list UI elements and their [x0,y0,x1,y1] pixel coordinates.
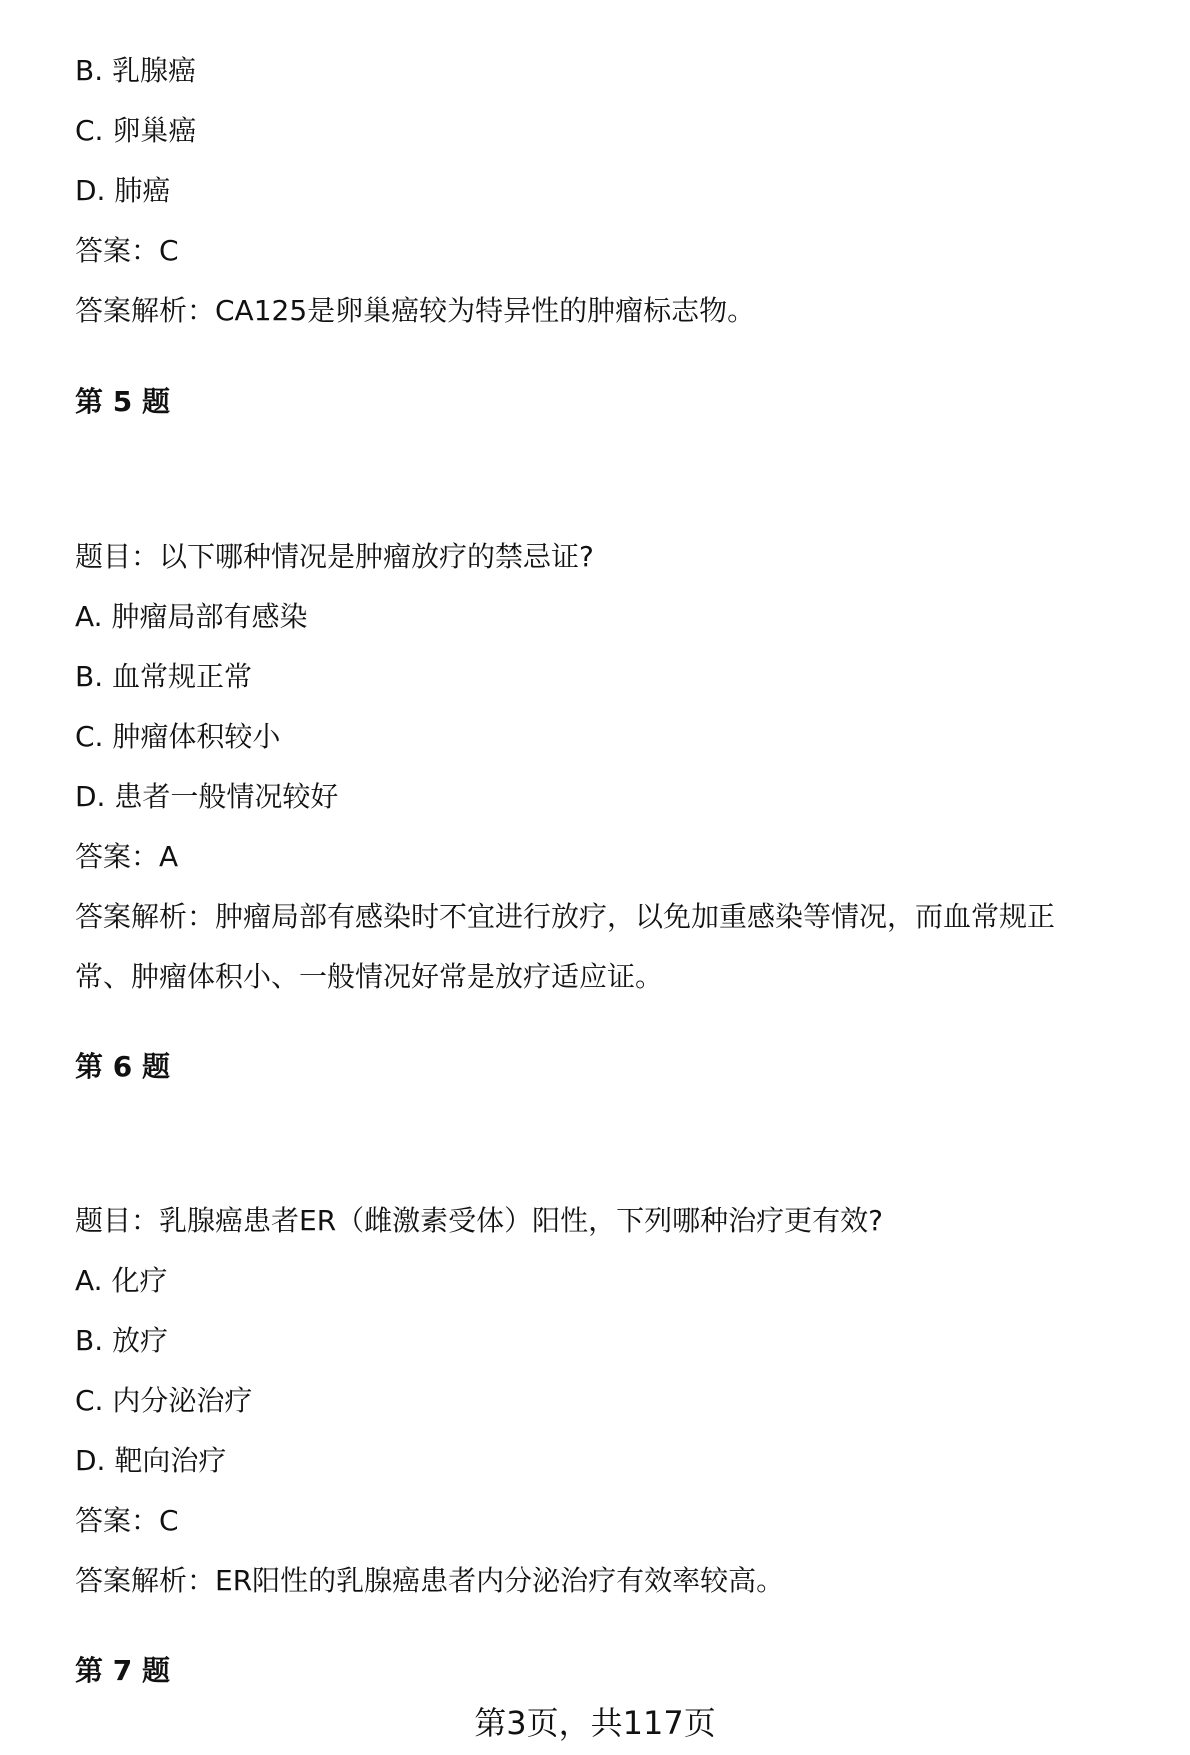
q7-heading: 第 7 题 [75,1654,170,1687]
q6-answer: 答案：C [75,1504,179,1537]
q4-explanation: 答案解析：CA125是卵巢癌较为特异性的肿瘤标志物。 [75,294,756,327]
q5-question: 题目：以下哪种情况是肿瘤放疗的禁忌证? [75,540,594,573]
q5-option-c: C. 肿瘤体积较小 [75,720,281,753]
q6-heading: 第 6 题 [75,1050,170,1083]
q6-option-c: C. 内分泌治疗 [75,1384,253,1417]
q5-explanation-line-2: 常、肿瘤体积小、一般情况好常是放疗适应证。 [75,960,664,993]
q6-option-d: D. 靶向治疗 [75,1444,227,1477]
q5-heading: 第 5 题 [75,385,170,418]
q5-answer: 答案：A [75,840,179,873]
q4-answer: 答案：C [75,234,179,267]
q6-option-a: A. 化疗 [75,1264,168,1297]
q5-explanation-line-1: 答案解析：肿瘤局部有感染时不宜进行放疗，以免加重感染等情况，而血常规正 [75,900,1056,933]
q5-option-d: D. 患者一般情况较好 [75,780,339,813]
q6-explanation: 答案解析：ER阳性的乳腺癌患者内分泌治疗有效率较高。 [75,1564,785,1597]
q4-option-d: D. 肺癌 [75,174,171,207]
page-indicator: 第3页，共117页 [474,1704,716,1742]
q4-option-c: C. 卵巢癌 [75,114,197,147]
q5-option-b: B. 血常规正常 [75,660,253,693]
q5-option-a: A. 肿瘤局部有感染 [75,600,308,633]
q4-option-b: B. 乳腺癌 [75,54,197,87]
q6-option-b: B. 放疗 [75,1324,169,1357]
q6-question: 题目：乳腺癌患者ER（雌激素受体）阳性，下列哪种治疗更有效? [75,1204,884,1237]
